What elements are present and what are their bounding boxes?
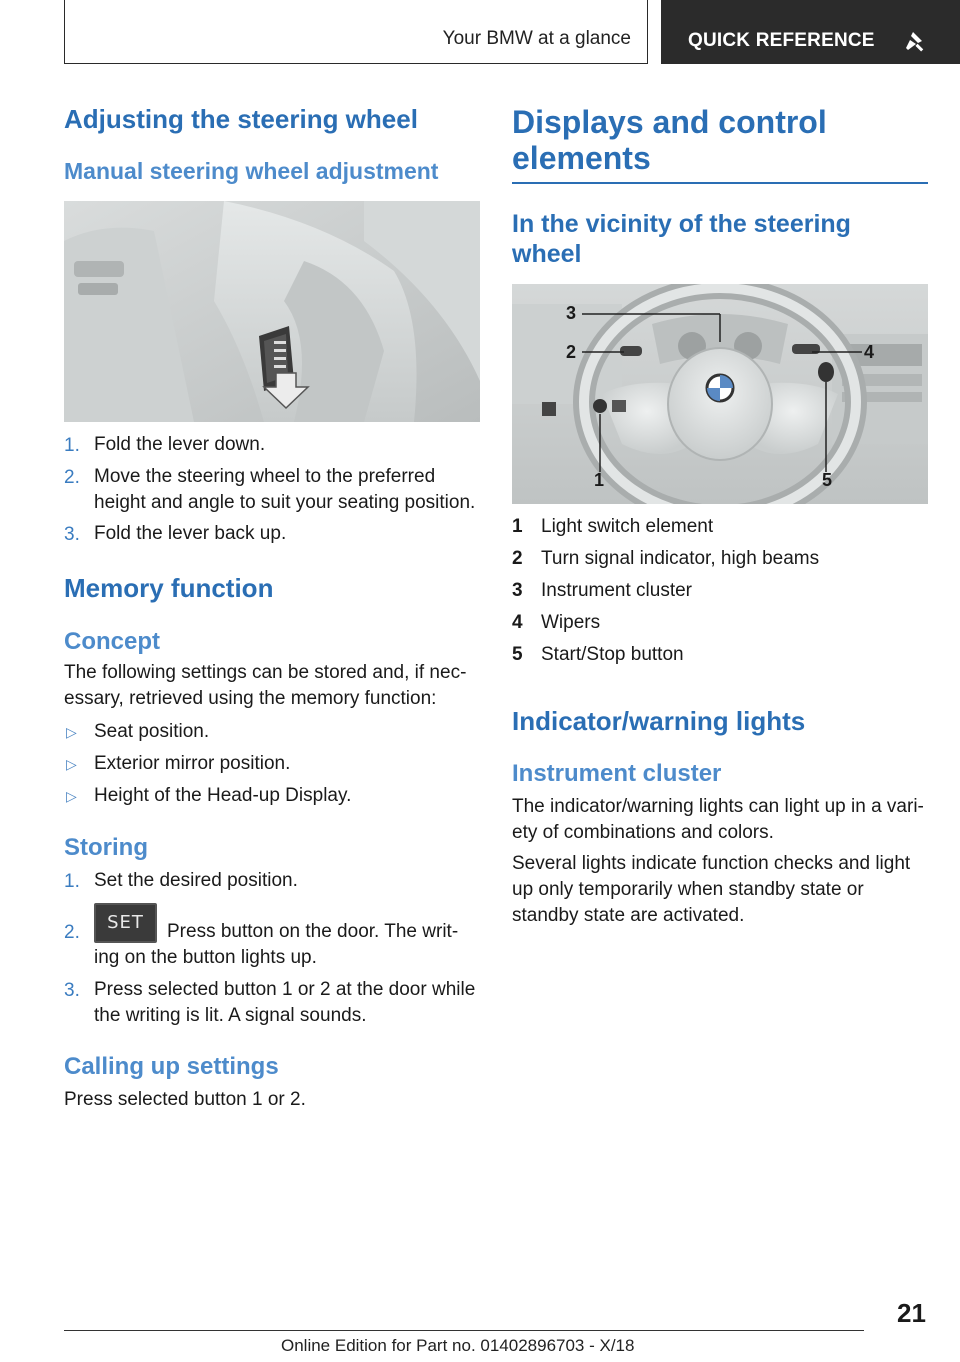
step-number: 2. <box>64 922 80 943</box>
bullet-triangle-icon: ▷ <box>66 756 77 772</box>
bullet-item: Height of the Head-up Display. <box>94 785 352 806</box>
manual-adjust-heading: Manual steering wheel adjustment <box>64 158 439 184</box>
callout-3: 3 <box>566 303 577 323</box>
cluster-text: standby state are activated. <box>512 905 745 926</box>
cluster-text: ety of combinations and colors. <box>512 822 774 843</box>
step-text: Move the steering wheel to the preferred <box>94 466 436 487</box>
step-text: Fold the lever down. <box>94 434 266 455</box>
vicinity-heading-line: wheel <box>512 240 582 268</box>
step-number: 3. <box>64 980 80 1001</box>
legend-label: Turn signal indicator, high beams <box>541 548 820 569</box>
steering-column-photo <box>64 201 480 422</box>
set-button-icon: SET <box>94 903 157 943</box>
header-section-title: Your BMW at a glance <box>442 28 631 49</box>
footer-divider <box>64 1330 864 1331</box>
quick-reference-label: QUICK REFERENCE <box>688 30 875 51</box>
step-text: ing on the button lights up. <box>94 947 317 968</box>
cluster-text: up only temporarily when standby state or <box>512 879 864 900</box>
cluster-text: Several lights indicate function checks and light <box>512 853 911 874</box>
step-text: height and angle to suit your seating position. <box>94 492 476 513</box>
legend-number: 3 <box>512 580 523 601</box>
calling-up-text: Press selected button 1 or 2. <box>64 1089 306 1110</box>
legend-number: 5 <box>512 644 523 665</box>
legend-label: Instrument cluster <box>541 580 692 601</box>
header-section-box <box>64 0 648 64</box>
hammer-icon <box>904 28 930 54</box>
legend-number: 1 <box>512 516 523 537</box>
displays-title-line: elements <box>512 140 651 176</box>
legend-label: Start/Stop button <box>541 644 684 665</box>
calling-up-heading: Calling up settings <box>64 1053 279 1080</box>
cluster-text: The indicator/warning lights can light up in a vari‐ <box>512 796 924 817</box>
callout-5: 5 <box>822 470 833 490</box>
concept-heading: Concept <box>64 628 160 655</box>
legend-number: 4 <box>512 612 523 633</box>
step-text: the writing is lit. A signal sounds. <box>94 1005 367 1026</box>
displays-title <box>512 104 827 176</box>
bullet-triangle-icon: ▷ <box>66 724 77 740</box>
legend-label: Wipers <box>541 612 601 633</box>
bullet-triangle-icon: ▷ <box>66 788 77 804</box>
concept-text: essary, retrieved using the memory function: <box>64 688 437 709</box>
vicinity-heading-line: In the vicinity of the steering <box>512 210 851 238</box>
step-text: Press selected button 1 or 2 at the door while <box>94 979 476 1000</box>
steering-adjust-title: Adjusting the steering wheel <box>64 104 418 134</box>
step-text: Fold the lever back up. <box>94 523 287 544</box>
legend-label: Light switch element <box>541 516 714 537</box>
step-text: Set the desired position. <box>94 870 298 891</box>
title-underline <box>512 182 928 184</box>
step-number: 2. <box>64 467 80 488</box>
step-text: Press button on the door. The writ‐ <box>167 921 459 942</box>
step-number: 1. <box>64 435 80 456</box>
memory-function-heading: Memory function <box>64 573 274 603</box>
instrument-cluster-heading: Instrument cluster <box>512 760 722 787</box>
quick-reference-tab[interactable] <box>661 0 960 64</box>
concept-text: The following settings can be stored and, if nec‐ <box>64 662 467 683</box>
indicator-lights-heading: Indicator/warning lights <box>512 706 806 736</box>
callout-1: 1 <box>594 470 605 490</box>
footer-edition: Online Edition for Part no. 01402896703 - X/18 <box>281 1336 635 1355</box>
callout-4: 4 <box>864 342 875 362</box>
step-number: 3. <box>64 524 80 545</box>
bullet-item: Seat position. <box>94 721 210 742</box>
step-number: 1. <box>64 871 80 892</box>
storing-heading: Storing <box>64 834 148 861</box>
displays-title-line: Displays and control <box>512 104 827 140</box>
vicinity-heading <box>512 209 851 269</box>
callout-2: 2 <box>566 342 577 362</box>
legend-number: 2 <box>512 548 523 569</box>
page-number: 21 <box>897 1298 926 1328</box>
bullet-item: Exterior mirror position. <box>94 753 291 774</box>
